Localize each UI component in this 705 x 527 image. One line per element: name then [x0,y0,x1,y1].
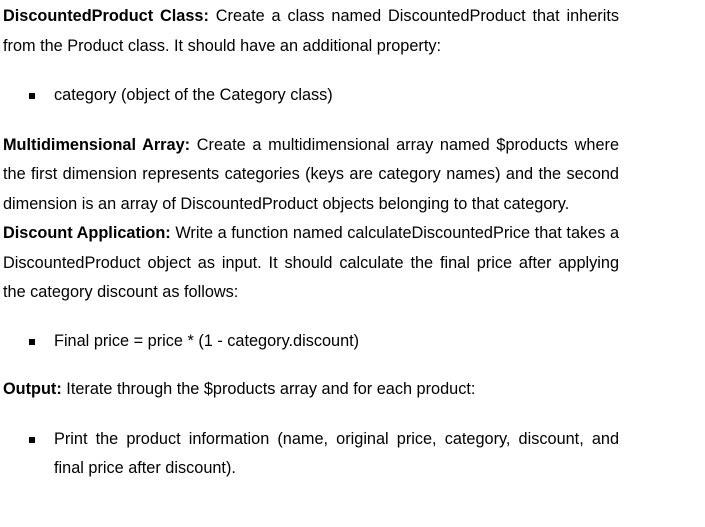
discounted-product-bullets [3,81,619,111]
multidimensional-array-heading: Multidimensional Array: [3,135,191,154]
discount-application-bullets [3,327,619,357]
discounted-product-heading: DiscountedProduct Class: [3,7,209,25]
output-text: Iterate through the $products array and for each product: [66,380,476,398]
bullet-square-icon [29,339,35,345]
bullet-text: Print the product information (name, original price, category, discount, and final price after discount). [54,429,619,477]
discount-application-text: Write a function named calculateDiscountedPrice that takes a DiscountedProduct object as input. It should calculate the final price after applying the category discount as follows: [3,224,619,301]
document-body [3,2,619,484]
discounted-product-paragraph [3,2,619,61]
discount-application-paragraph [3,219,619,308]
discounted-product-text: Create a class named DiscountedProduct that inherits from the Product class. It should have an additional property: [3,7,619,55]
bullet-square-icon [29,437,35,443]
output-heading: Output: [3,380,62,398]
output-paragraph [3,375,619,405]
discount-application-heading: Discount Application: [3,224,171,242]
bullet-item [3,327,619,357]
bullet-item [3,425,619,484]
multidimensional-array-paragraph [3,131,619,220]
bullet-text: Final price = price * (1 - category.discount) [54,331,360,350]
multidimensional-array-text: Create a multidimensional array named $products where the first dimension represents categories (keys are category names) and the second dimension is an array of DiscountedProduct objects belonging to that category. [3,135,619,213]
bullet-text: category (object of the Category class) [54,86,333,104]
output-bullets [3,425,619,484]
bullet-item [3,81,619,111]
bullet-square-icon [29,93,35,99]
